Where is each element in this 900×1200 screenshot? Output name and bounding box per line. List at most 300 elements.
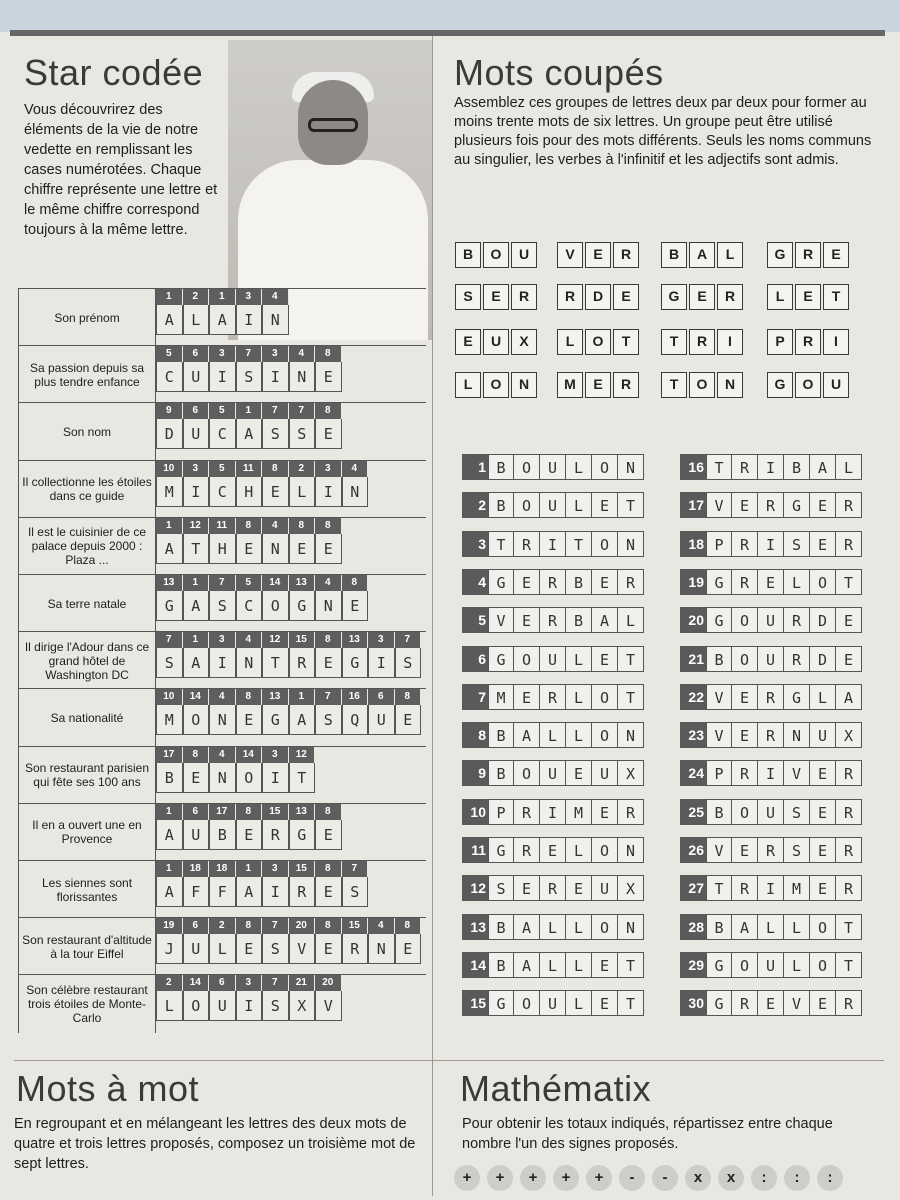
letter-cell[interactable]: E (236, 705, 263, 735)
answer-letter[interactable]: O (810, 952, 836, 978)
letter-cell[interactable]: E (342, 591, 369, 621)
letter-cell[interactable]: S (262, 419, 289, 449)
answer-letter[interactable]: L (540, 914, 566, 940)
answer-letter[interactable]: X (836, 722, 862, 748)
answer-cells[interactable] (706, 607, 862, 633)
letter-cell[interactable]: L (156, 991, 183, 1021)
answer-letter[interactable]: V (706, 837, 732, 863)
letter-cell[interactable]: G (262, 705, 289, 735)
answer-letter[interactable]: E (732, 684, 758, 710)
letter-cell[interactable]: S (236, 362, 263, 392)
letter-cell[interactable]: R (342, 934, 369, 964)
answer-letter[interactable]: T (836, 914, 862, 940)
letter-cell[interactable]: F (183, 877, 210, 907)
letter-cell[interactable]: N (262, 534, 289, 564)
answer-letter[interactable]: V (706, 492, 732, 518)
letter-cell[interactable]: T (183, 534, 210, 564)
letter-cell[interactable]: R (289, 877, 316, 907)
answer-letter[interactable]: A (514, 914, 540, 940)
letter-cell[interactable]: F (209, 877, 236, 907)
answer-letter[interactable]: O (732, 607, 758, 633)
answer-letter[interactable]: R (758, 684, 784, 710)
letter-cell[interactable]: U (183, 362, 210, 392)
letter-cell[interactable]: I (262, 763, 289, 793)
answer-letter[interactable]: L (758, 914, 784, 940)
answer-letter[interactable]: E (592, 646, 618, 672)
letter-cell[interactable]: H (236, 477, 263, 507)
answer-letter[interactable]: G (488, 569, 514, 595)
answer-letter[interactable]: E (732, 492, 758, 518)
letter-cell[interactable]: E (289, 534, 316, 564)
answer-letter[interactable]: O (732, 799, 758, 825)
answer-letter[interactable]: R (618, 799, 644, 825)
answer-letter[interactable]: T (706, 454, 732, 480)
answer-letter[interactable]: L (810, 684, 836, 710)
answer-letter[interactable]: E (810, 837, 836, 863)
answer-letter[interactable]: I (758, 760, 784, 786)
letter-cell[interactable]: S (395, 648, 422, 678)
letter-cell[interactable]: E (315, 648, 342, 678)
answer-letter[interactable]: V (784, 760, 810, 786)
answer-letter[interactable]: E (810, 799, 836, 825)
letter-cell[interactable]: G (289, 820, 316, 850)
letter-cell[interactable]: G (156, 591, 183, 621)
letter-cell[interactable]: I (236, 991, 263, 1021)
answer-letter[interactable]: R (836, 875, 862, 901)
letter-cell[interactable]: M (156, 705, 183, 735)
answer-letter[interactable]: L (566, 990, 592, 1016)
letter-cell[interactable]: V (315, 991, 342, 1021)
answer-letter[interactable]: R (836, 531, 862, 557)
answer-letter[interactable]: I (540, 799, 566, 825)
answer-letter[interactable]: B (566, 607, 592, 633)
answer-letter[interactable]: U (540, 646, 566, 672)
answer-letter[interactable]: T (566, 531, 592, 557)
answer-letter[interactable]: G (706, 607, 732, 633)
answer-letter[interactable]: T (836, 569, 862, 595)
answer-letter[interactable]: V (784, 990, 810, 1016)
letter-cell[interactable]: N (209, 705, 236, 735)
answer-letter[interactable]: G (488, 837, 514, 863)
answer-letter[interactable]: O (514, 646, 540, 672)
answer-letter[interactable]: B (706, 646, 732, 672)
letter-cell[interactable]: R (262, 820, 289, 850)
letter-cell[interactable]: E (315, 877, 342, 907)
letter-cell[interactable]: X (289, 991, 316, 1021)
answer-letter[interactable]: L (784, 914, 810, 940)
letter-cell[interactable]: D (156, 419, 183, 449)
answer-letter[interactable]: U (758, 646, 784, 672)
answer-letter[interactable]: L (566, 684, 592, 710)
letter-cell[interactable]: L (209, 934, 236, 964)
answer-cells[interactable] (488, 952, 644, 978)
answer-cells[interactable] (706, 454, 862, 480)
letter-cell[interactable]: I (262, 877, 289, 907)
answer-cells[interactable] (488, 607, 644, 633)
answer-letter[interactable]: P (488, 799, 514, 825)
answer-letter[interactable]: O (514, 990, 540, 1016)
letter-cell[interactable]: E (262, 477, 289, 507)
answer-letter[interactable]: R (732, 990, 758, 1016)
letter-cell[interactable]: I (262, 362, 289, 392)
answer-letter[interactable]: R (758, 837, 784, 863)
letter-cell[interactable]: I (315, 477, 342, 507)
answer-letter[interactable]: E (566, 760, 592, 786)
answer-letter[interactable]: B (706, 799, 732, 825)
answer-letter[interactable]: E (592, 569, 618, 595)
answer-cells[interactable] (488, 684, 644, 710)
answer-cells[interactable] (488, 646, 644, 672)
answer-letter[interactable]: E (592, 952, 618, 978)
letter-cell[interactable]: C (209, 419, 236, 449)
answer-letter[interactable]: R (618, 569, 644, 595)
letter-cell[interactable]: C (236, 591, 263, 621)
letter-cell[interactable]: I (368, 648, 395, 678)
letter-cell[interactable]: A (156, 820, 183, 850)
answer-letter[interactable]: B (488, 760, 514, 786)
answer-letter[interactable]: R (836, 837, 862, 863)
answer-letter[interactable]: R (540, 607, 566, 633)
letter-cell[interactable]: C (209, 477, 236, 507)
letter-cell[interactable]: N (368, 934, 395, 964)
answer-letter[interactable]: E (540, 837, 566, 863)
answer-letter[interactable]: U (540, 454, 566, 480)
letter-cell[interactable]: A (183, 591, 210, 621)
letter-cell[interactable]: Q (342, 705, 369, 735)
answer-letter[interactable]: U (540, 492, 566, 518)
letter-cell[interactable]: N (289, 362, 316, 392)
answer-letter[interactable]: R (514, 799, 540, 825)
answer-letter[interactable]: U (758, 952, 784, 978)
answer-letter[interactable]: X (618, 760, 644, 786)
answer-letter[interactable]: E (514, 875, 540, 901)
answer-letter[interactable]: E (592, 799, 618, 825)
letter-cell[interactable]: U (368, 705, 395, 735)
answer-letter[interactable]: N (618, 722, 644, 748)
letter-cell[interactable]: E (315, 362, 342, 392)
answer-letter[interactable]: R (540, 569, 566, 595)
letter-cell[interactable]: A (289, 705, 316, 735)
answer-letter[interactable]: E (592, 990, 618, 1016)
letter-cell[interactable]: E (236, 534, 263, 564)
answer-letter[interactable]: T (618, 492, 644, 518)
letter-cell[interactable]: N (209, 763, 236, 793)
answer-letter[interactable]: V (706, 684, 732, 710)
answer-letter[interactable]: E (514, 607, 540, 633)
answer-letter[interactable]: R (514, 531, 540, 557)
answer-cells[interactable] (488, 990, 644, 1016)
answer-letter[interactable]: L (566, 454, 592, 480)
answer-letter[interactable]: B (488, 952, 514, 978)
answer-letter[interactable]: B (488, 454, 514, 480)
answer-letter[interactable]: O (592, 837, 618, 863)
answer-letter[interactable]: M (784, 875, 810, 901)
answer-cells[interactable] (488, 454, 644, 480)
answer-cells[interactable] (706, 875, 862, 901)
letter-cell[interactable]: B (156, 763, 183, 793)
answer-letter[interactable]: L (566, 837, 592, 863)
answer-letter[interactable]: A (732, 914, 758, 940)
answer-letter[interactable]: E (514, 684, 540, 710)
letter-cell[interactable]: A (156, 534, 183, 564)
answer-letter[interactable]: A (592, 607, 618, 633)
answer-letter[interactable]: T (618, 684, 644, 710)
answer-cells[interactable] (488, 569, 644, 595)
letter-cell[interactable]: S (156, 648, 183, 678)
answer-letter[interactable]: E (732, 837, 758, 863)
letter-cell[interactable]: N (342, 477, 369, 507)
letter-cell[interactable]: U (209, 991, 236, 1021)
answer-letter[interactable]: V (488, 607, 514, 633)
answer-letter[interactable]: L (566, 492, 592, 518)
answer-letter[interactable]: E (592, 492, 618, 518)
answer-letter[interactable]: O (514, 492, 540, 518)
letter-cell[interactable]: O (236, 763, 263, 793)
answer-letter[interactable]: R (836, 990, 862, 1016)
answer-cells[interactable] (706, 684, 862, 710)
answer-letter[interactable]: E (566, 875, 592, 901)
answer-letter[interactable]: R (540, 875, 566, 901)
letter-cell[interactable]: I (236, 305, 263, 335)
letter-cell[interactable]: I (209, 648, 236, 678)
answer-letter[interactable]: T (706, 875, 732, 901)
answer-letter[interactable]: L (566, 952, 592, 978)
answer-letter[interactable]: L (566, 646, 592, 672)
letter-cell[interactable]: U (183, 419, 210, 449)
answer-letter[interactable]: R (784, 646, 810, 672)
answer-letter[interactable]: M (488, 684, 514, 710)
answer-letter[interactable]: R (514, 837, 540, 863)
answer-letter[interactable]: G (706, 569, 732, 595)
letter-cell[interactable]: N (236, 648, 263, 678)
answer-letter[interactable]: L (618, 607, 644, 633)
answer-letter[interactable]: S (784, 837, 810, 863)
answer-letter[interactable]: S (488, 875, 514, 901)
answer-letter[interactable]: G (784, 684, 810, 710)
answer-letter[interactable]: R (758, 722, 784, 748)
letter-cell[interactable]: U (183, 934, 210, 964)
answer-letter[interactable]: T (618, 646, 644, 672)
answer-letter[interactable]: L (566, 722, 592, 748)
answer-letter[interactable]: R (732, 454, 758, 480)
answer-cells[interactable] (488, 531, 644, 557)
letter-cell[interactable]: S (209, 591, 236, 621)
answer-cells[interactable] (706, 531, 862, 557)
letter-cell[interactable]: S (342, 877, 369, 907)
answer-letter[interactable]: V (706, 722, 732, 748)
answer-letter[interactable]: O (810, 914, 836, 940)
answer-cells[interactable] (488, 492, 644, 518)
answer-letter[interactable]: N (618, 837, 644, 863)
answer-letter[interactable]: E (810, 990, 836, 1016)
letter-cell[interactable]: R (289, 648, 316, 678)
answer-cells[interactable] (706, 569, 862, 595)
answer-letter[interactable]: P (706, 760, 732, 786)
answer-letter[interactable]: U (758, 607, 784, 633)
answer-letter[interactable]: E (836, 646, 862, 672)
answer-letter[interactable]: T (618, 990, 644, 1016)
answer-letter[interactable]: M (566, 799, 592, 825)
letter-cell[interactable]: A (209, 305, 236, 335)
letter-cell[interactable]: G (342, 648, 369, 678)
letter-cell[interactable]: S (289, 419, 316, 449)
answer-letter[interactable]: U (758, 799, 784, 825)
answer-cells[interactable] (706, 837, 862, 863)
answer-letter[interactable]: R (732, 569, 758, 595)
letter-cell[interactable]: G (289, 591, 316, 621)
answer-letter[interactable]: G (706, 952, 732, 978)
letter-cell[interactable]: E (395, 705, 422, 735)
answer-cells[interactable] (706, 914, 862, 940)
answer-letter[interactable]: O (592, 914, 618, 940)
answer-letter[interactable]: G (488, 646, 514, 672)
answer-letter[interactable]: S (784, 531, 810, 557)
answer-letter[interactable]: L (566, 914, 592, 940)
answer-letter[interactable]: L (540, 722, 566, 748)
letter-cell[interactable]: O (262, 591, 289, 621)
answer-cells[interactable] (488, 837, 644, 863)
answer-letter[interactable]: N (618, 454, 644, 480)
letter-cell[interactable]: A (156, 305, 183, 335)
letter-cell[interactable]: I (209, 362, 236, 392)
answer-cells[interactable] (706, 722, 862, 748)
answer-letter[interactable]: O (592, 684, 618, 710)
answer-letter[interactable]: R (758, 492, 784, 518)
answer-letter[interactable]: E (514, 569, 540, 595)
letter-cell[interactable]: E (315, 820, 342, 850)
answer-letter[interactable]: D (810, 607, 836, 633)
answer-letter[interactable]: L (784, 569, 810, 595)
letter-cell[interactable]: E (236, 934, 263, 964)
answer-letter[interactable]: A (514, 722, 540, 748)
letter-cell[interactable]: U (183, 820, 210, 850)
answer-letter[interactable]: I (758, 875, 784, 901)
answer-letter[interactable]: I (758, 531, 784, 557)
answer-letter[interactable]: I (758, 454, 784, 480)
answer-letter[interactable]: L (836, 454, 862, 480)
answer-letter[interactable]: N (618, 531, 644, 557)
answer-letter[interactable]: E (810, 875, 836, 901)
letter-cell[interactable]: E (183, 763, 210, 793)
answer-letter[interactable]: G (706, 990, 732, 1016)
answer-letter[interactable]: A (514, 952, 540, 978)
letter-cell[interactable]: L (289, 477, 316, 507)
answer-letter[interactable]: X (618, 875, 644, 901)
answer-letter[interactable]: D (810, 646, 836, 672)
answer-letter[interactable]: R (732, 875, 758, 901)
letter-cell[interactable]: T (262, 648, 289, 678)
answer-letter[interactable]: O (732, 646, 758, 672)
answer-cells[interactable] (706, 760, 862, 786)
answer-letter[interactable]: U (540, 760, 566, 786)
letter-cell[interactable]: A (236, 877, 263, 907)
answer-cells[interactable] (488, 914, 644, 940)
answer-letter[interactable]: E (758, 569, 784, 595)
answer-letter[interactable]: O (592, 531, 618, 557)
letter-cell[interactable]: H (209, 534, 236, 564)
answer-letter[interactable]: T (488, 531, 514, 557)
answer-cells[interactable] (488, 799, 644, 825)
letter-cell[interactable]: B (209, 820, 236, 850)
answer-letter[interactable]: O (514, 454, 540, 480)
answer-cells[interactable] (706, 990, 862, 1016)
letter-cell[interactable]: S (262, 991, 289, 1021)
answer-letter[interactable]: L (784, 952, 810, 978)
answer-letter[interactable]: R (836, 492, 862, 518)
letter-cell[interactable]: S (315, 705, 342, 735)
answer-letter[interactable]: B (784, 454, 810, 480)
letter-cell[interactable]: M (156, 477, 183, 507)
answer-letter[interactable]: E (810, 760, 836, 786)
answer-letter[interactable]: O (592, 454, 618, 480)
letter-cell[interactable]: A (236, 419, 263, 449)
letter-cell[interactable]: E (236, 820, 263, 850)
answer-letter[interactable]: R (732, 531, 758, 557)
answer-letter[interactable]: R (836, 799, 862, 825)
answer-letter[interactable]: P (706, 531, 732, 557)
answer-letter[interactable]: R (732, 760, 758, 786)
answer-letter[interactable]: S (784, 799, 810, 825)
letter-cell[interactable]: E (315, 934, 342, 964)
answer-letter[interactable]: B (566, 569, 592, 595)
letter-cell[interactable]: S (262, 934, 289, 964)
answer-cells[interactable] (488, 875, 644, 901)
answer-cells[interactable] (706, 799, 862, 825)
answer-letter[interactable]: E (810, 531, 836, 557)
answer-letter[interactable]: E (836, 607, 862, 633)
answer-letter[interactable]: B (488, 914, 514, 940)
answer-letter[interactable]: B (488, 722, 514, 748)
answer-letter[interactable]: I (540, 531, 566, 557)
letter-cell[interactable]: V (289, 934, 316, 964)
answer-letter[interactable]: T (836, 952, 862, 978)
letter-cell[interactable]: N (315, 591, 342, 621)
letter-cell[interactable]: A (183, 648, 210, 678)
answer-letter[interactable]: G (488, 990, 514, 1016)
answer-cells[interactable] (706, 646, 862, 672)
answer-letter[interactable]: R (540, 684, 566, 710)
answer-letter[interactable]: B (488, 492, 514, 518)
letter-cell[interactable]: L (183, 305, 210, 335)
answer-letter[interactable]: E (758, 990, 784, 1016)
answer-letter[interactable]: A (836, 684, 862, 710)
answer-letter[interactable]: E (732, 722, 758, 748)
answer-cells[interactable] (706, 952, 862, 978)
letter-cell[interactable]: O (183, 705, 210, 735)
answer-letter[interactable]: U (592, 875, 618, 901)
answer-letter[interactable]: G (784, 492, 810, 518)
answer-letter[interactable]: O (592, 722, 618, 748)
letter-cell[interactable]: A (156, 877, 183, 907)
answer-cells[interactable] (488, 722, 644, 748)
answer-letter[interactable]: L (540, 952, 566, 978)
answer-letter[interactable]: N (618, 914, 644, 940)
answer-letter[interactable]: U (810, 722, 836, 748)
letter-cell[interactable]: J (156, 934, 183, 964)
answer-letter[interactable]: R (836, 760, 862, 786)
letter-cell[interactable]: O (183, 991, 210, 1021)
letter-cell[interactable]: E (315, 419, 342, 449)
answer-letter[interactable]: U (540, 990, 566, 1016)
answer-letter[interactable]: R (784, 607, 810, 633)
answer-letter[interactable]: N (784, 722, 810, 748)
answer-letter[interactable]: A (810, 454, 836, 480)
letter-cell[interactable]: N (262, 305, 289, 335)
answer-letter[interactable]: T (618, 952, 644, 978)
letter-cell[interactable]: E (395, 934, 422, 964)
letter-cell[interactable]: E (315, 534, 342, 564)
letter-cell[interactable]: T (289, 763, 316, 793)
